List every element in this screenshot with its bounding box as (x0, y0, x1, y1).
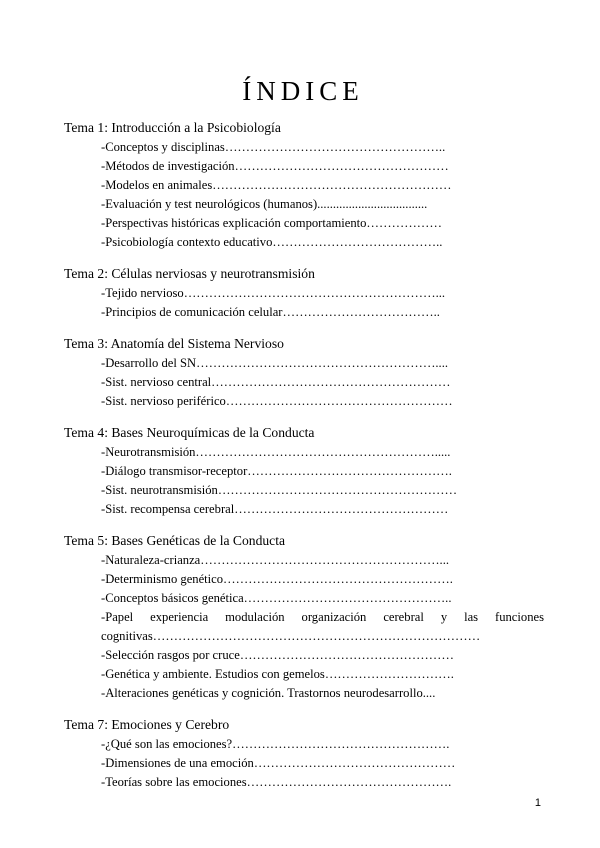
toc-entry: -Determinismo genético………………………………………………. (101, 572, 453, 586)
toc-entry: -Sist. nervioso periférico……………………………………………… (101, 394, 453, 408)
toc-entry: -Métodos de investigación…………………………………………… (101, 159, 449, 173)
toc-entry: -Tejido nervioso……………………………………………………... (101, 286, 446, 300)
section-tema-1 (64, 118, 546, 252)
section-heading: Tema 2: Células nerviosas y neurotransmisión (64, 266, 315, 281)
toc-entry: -Naturaleza-crianza…………………………………………………... (101, 553, 449, 567)
toc-entry: -Selección rasgos por cruce…………………………………………… (101, 648, 454, 662)
section-heading: Tema 3: Anatomía del Sistema Nervioso (64, 336, 284, 351)
toc-entry: -¿Qué son las emociones?……………………………………………. (101, 737, 450, 751)
section-items (101, 354, 544, 411)
section-items (101, 138, 544, 252)
toc-entry: -Teorías sobre las emociones…………………………………………. (101, 775, 452, 789)
toc-entry: -Perspectivas históricas explicación comportamiento……………… (101, 216, 442, 230)
toc-entry: -Neurotransmisión…………………………………………………..... (101, 445, 451, 459)
section-items (101, 284, 544, 322)
section-heading: Tema 5: Bases Genéticas de la Conducta (64, 533, 286, 548)
toc-entry-line: -Papel experiencia modulación organización cerebral y las funciones (101, 610, 544, 624)
toc-entry: -Dimensiones de una emoción………………………………………… (101, 756, 456, 770)
section-heading: Tema 1: Introducción a la Psicobiología (64, 120, 281, 135)
toc-entry: -Conceptos y disciplinas…………………………………………….. (101, 140, 446, 154)
section-items (101, 735, 544, 792)
toc-entry: -Sist. recompensa cerebral…………………………………………… (101, 502, 449, 516)
toc-entry: -Sist. nervioso central………………………………………………… (101, 375, 451, 389)
section-heading: Tema 7: Emociones y Cerebro (64, 717, 230, 732)
toc-entry: -Desarrollo del SN………………………………………………….... (101, 356, 449, 370)
toc-entry-line: cognitivas…………………………………………………………………… (101, 629, 481, 643)
toc-entry: -Sist. neurotransmisión………………………………………………… (101, 483, 458, 497)
toc-entry: -Principios de comunicación celular……………………………….. (101, 305, 440, 319)
page-number: 1 (534, 797, 541, 809)
section-tema-7 (64, 715, 546, 792)
page-title: ÍNDICE (242, 76, 364, 106)
toc-entry: -Diálogo transmisor-receptor…………………………………………. (101, 464, 452, 478)
section-tema-4 (64, 423, 546, 519)
toc-entry: -Psicobiología contexto educativo………………………………….. (101, 235, 443, 249)
toc-entry: -Alteraciones genéticas y cognición. Trastornos neurodesarrollo.... (101, 686, 436, 700)
section-items (101, 551, 544, 703)
toc-entry: -Modelos en animales………………………………………………… (101, 178, 452, 192)
section-tema-3 (64, 334, 546, 411)
toc-entry-multiline (101, 608, 544, 646)
toc-entry: -Genética y ambiente. Estudios con gemelos…………………………. (101, 667, 454, 681)
section-items (101, 443, 544, 519)
section-tema-2 (64, 264, 546, 322)
toc-entry: -Conceptos básicos genética………………………………………….. (101, 591, 452, 605)
section-heading: Tema 4: Bases Neuroquímicas de la Conducta (64, 425, 315, 440)
section-tema-5 (64, 531, 546, 703)
table-of-contents (64, 118, 546, 804)
toc-entry: -Evaluación y test neurológicos (humanos)................................... (101, 197, 428, 211)
